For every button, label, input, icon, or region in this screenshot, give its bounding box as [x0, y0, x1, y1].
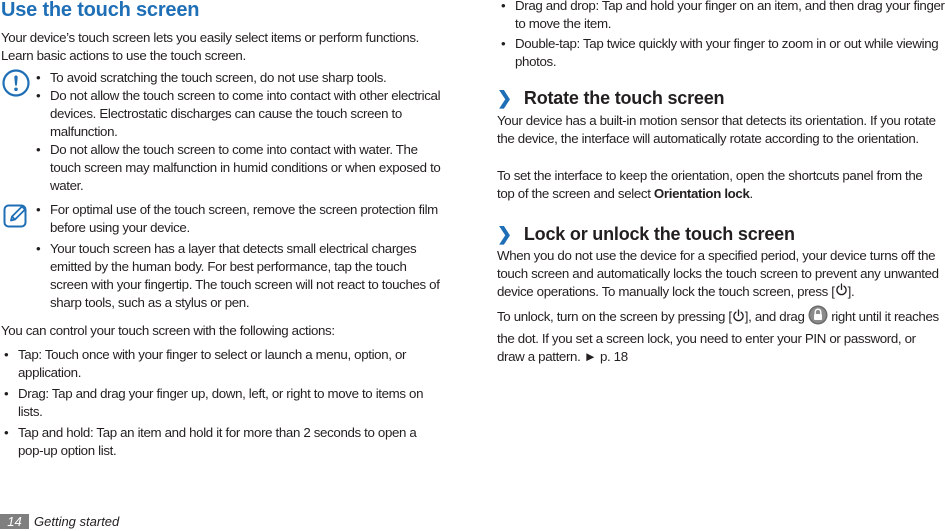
heading-text: Lock or unlock the touch screen [523, 224, 795, 244]
section-heading-rotate [497, 88, 724, 109]
page-number: 14 [0, 514, 29, 529]
chevron-right-icon: ❯ [497, 224, 512, 244]
actions-intro: You can control your touch screen with the following actions: [1, 323, 335, 338]
actions-list-continued [501, 0, 945, 71]
warning-item: • Do not allow the touch screen to come into contact with other electrical devices. Electrostatic discharges can cause the touch screen to malfunction. [36, 87, 446, 141]
orientation-lock-label: Orientation lock [653, 186, 750, 201]
action-item: • Tap: Touch once with your finger to select or launch a menu, option, or application. [4, 346, 442, 382]
action-item: • Drag: Tap and drag your finger up, down, left, or right to move to items on lists. [4, 385, 442, 421]
chevron-right-icon: ❯ [497, 88, 512, 108]
unlock-paragraph: To unlock, turn on the screen by pressing [ ], and drag right until it reaches the dot. If you set a screen lock, you need to enter your PIN or password, or draw a pattern. ► p. 18 [497, 305, 943, 366]
note-pencil-icon [2, 201, 30, 229]
power-key-icon [835, 283, 848, 301]
note-item: • Your touch screen has a layer that detects small electrical charges emitted by the human body. For best performance, tap the touch screen with your fingertip. The touch screen will not react to touches of sharp tools, such as a stylus or pen. [36, 240, 446, 312]
lock-paragraph: When you do not use the device for a specified period, your device turns off the touch screen and automatically locks the touch screen to prevent any unwanted device operations. To manually lock the touch screen, press [ ]. [497, 247, 945, 301]
page-footer [0, 512, 200, 531]
warning-icon [2, 69, 30, 97]
orientation-lock-paragraph: To set the interface to keep the orientation, open the shortcuts panel from the top of the screen and select Orientation lock. [497, 168, 923, 201]
section-heading-lock [497, 224, 795, 245]
note-item: • For optimal use of the touch screen, remove the screen protection film before using your device. [36, 201, 446, 237]
heading-text: Rotate the touch screen [523, 88, 725, 108]
action-item: • Drag and drop: Tap and hold your finger on an item, and then drag your finger to move the item. [501, 0, 945, 33]
lock-icon [808, 305, 828, 330]
rotate-paragraph: Your device has a built-in motion sensor that detects its orientation. If you rotate the device, the interface will automatically rotate according to the orientation. [497, 113, 936, 146]
intro-paragraph: Your device’s touch screen lets you easily select items or perform functions. Learn basic actions to use the touch screen. [1, 30, 419, 63]
actions-list [4, 346, 442, 460]
note-list [36, 201, 446, 312]
action-item: • Tap and hold: Tap an item and hold it for more than 2 seconds to open a pop-up option list. [4, 424, 442, 460]
action-item: • Double-tap: Tap twice quickly with your finger to zoom in or out while viewing photos. [501, 35, 945, 71]
warning-item: • To avoid scratching the touch screen, do not use sharp tools. [36, 69, 446, 87]
section-name: Getting started [34, 514, 120, 529]
page-title: Use the touch screen [1, 0, 200, 21]
warning-list [36, 69, 446, 195]
power-key-icon [732, 309, 745, 327]
warning-item: • Do not allow the touch screen to come into contact with water. The touch screen may malfunction in humid conditions or when exposed to water. [36, 141, 446, 195]
